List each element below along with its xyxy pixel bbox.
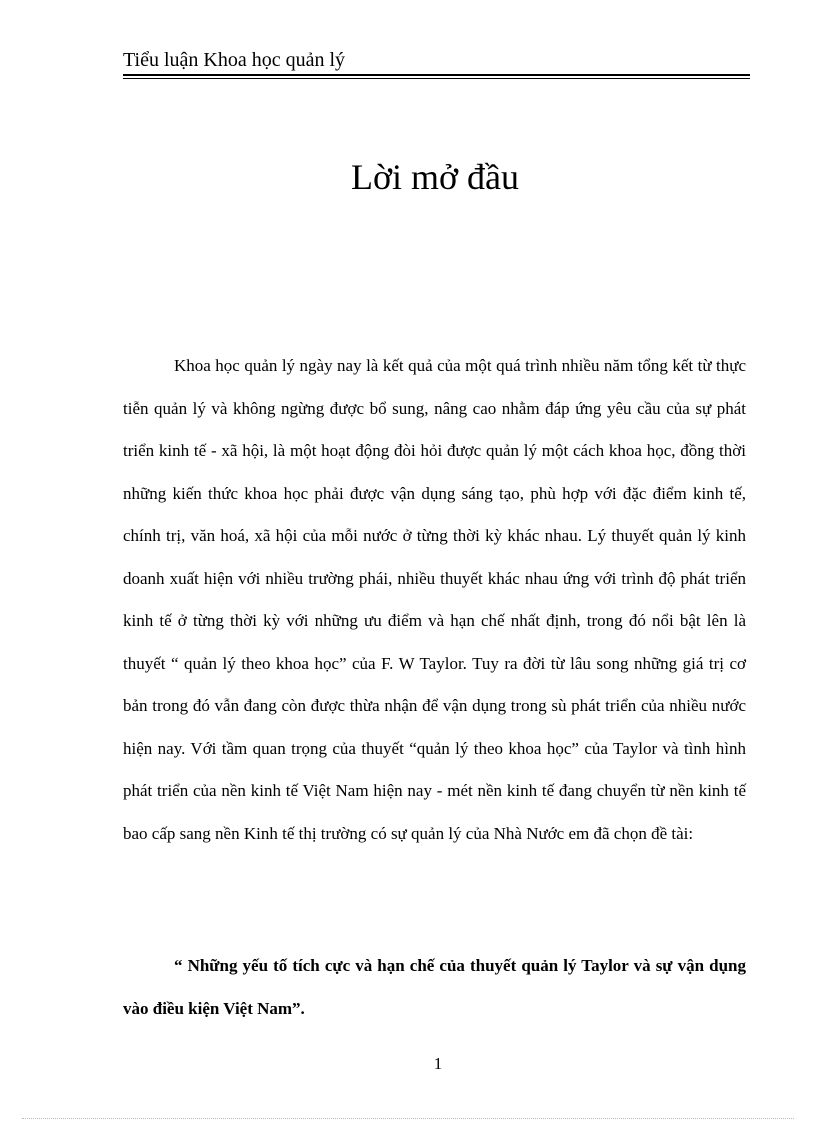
body-paragraph-text: Khoa học quản lý ngày nay là kết quả của một quá trình nhiều năm tổng kết từ thực tiễn quản lý và không ngừng được bổ sung, nâng cao nhằm đáp ứng yêu cầu của sự phát triển kinh tế - xã hội, là một hoạt động đòi hỏi được quản lý một cách khoa học, đồng thời những kiến thức khoa học phải được vận dụng sáng tạo, phù hợp với đặc điểm kinh tế, chính trị, văn hoá, xã hội của mỗi nước ở từng thời kỳ khác nhau. Lý thuyết quản lý kinh doanh xuất hiện với nhiều trường phái, nhiều thuyết khác nhau ứng với trình độ phát triển kinh tế ở từng thời kỳ với những ưu điểm và hạn chế nhất định, trong đó nổi bật lên là thuyết “ quản lý theo khoa học” của F. W Taylor. Tuy ra đời từ lâu song những giá trị cơ bản trong đó vẫn đang còn được thừa nhận để vận dụng trong sù phát triển của nhiều nước hiện nay. Với tầm quan trọng của thuyết “quản lý theo khoa học” của Taylor và tình hình phát triển của nền kinh tế Việt Nam hiện nay - mét nền kinh tế đang chuyển từ nền kinh tế bao cấp sang nền Kinh tế thị trường có sự quản lý của Nhà Nước em đã chọn đề tài: bbox=[123, 356, 746, 843]
header-rule-thin bbox=[123, 78, 750, 79]
header-rule-thick bbox=[123, 74, 750, 76]
page-title: Lời mở đầu bbox=[350, 157, 520, 197]
page-bottom-border bbox=[22, 1118, 794, 1119]
topic-statement bbox=[123, 945, 746, 1030]
page-number: 1 bbox=[433, 1054, 443, 1073]
header-title: Tiểu luận Khoa học quản lý bbox=[123, 49, 346, 71]
body-paragraph bbox=[123, 345, 746, 855]
topic-text: “ Những yếu tố tích cực và hạn chế của thuyết quản lý Taylor và sự vận dụng vào điều kiện Việt Nam”. bbox=[123, 956, 746, 1018]
page-header bbox=[123, 48, 750, 79]
